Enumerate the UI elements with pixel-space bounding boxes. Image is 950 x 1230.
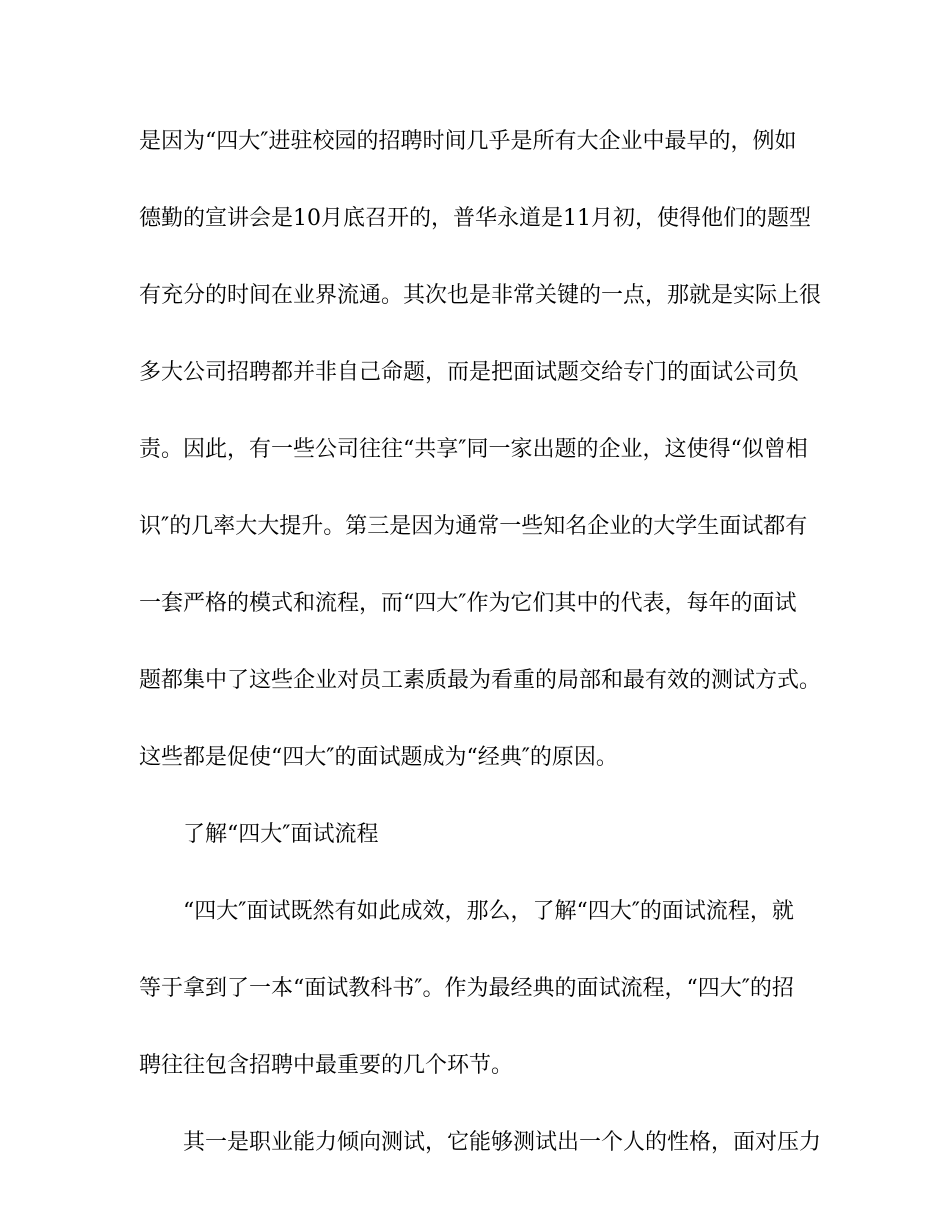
- text-line: 责。因此，有一些公司往往“共享″同一家出题的企业，这使得“似曾相: [139, 437, 808, 462]
- text-line: 其一是职业能力倾向测试，它能够测试出一个人的性格，面对压力: [183, 1130, 822, 1155]
- text-line: 等于拿到了一本“面试教科书″。作为最经典的面试流程，“四大″的招: [139, 976, 794, 1001]
- text-line: 题都集中了这些企业对员工素质最为看重的局部和最有效的测试方式。: [139, 668, 822, 693]
- text-line: 德勤的宣讲会是10月底召开的，普华永道是11月初，使得他们的题型: [139, 206, 811, 231]
- text-line: 识″的几率大大提升。第三是因为通常一些知名企业的大学生面试都有: [139, 514, 808, 539]
- text-line: 聘往往包含招聘中最重要的几个环节。: [139, 1053, 514, 1078]
- text-line: 一套严格的模式和流程，而“四大″作为它们其中的代表，每年的面试: [139, 591, 797, 616]
- text-line: 这些都是促使“四大″的面试题成为“经典″的原因。: [139, 745, 618, 770]
- text-line: “四大″面试既然有如此成效，那么，了解“四大″的面试流程，就: [183, 899, 794, 924]
- text-line: 多大公司招聘都并非自己命题，而是把面试题交给专门的面试公司负: [139, 360, 800, 385]
- text-line: 有充分的时间在业界流通。其次也是非常关键的一点，那就是实际上很: [139, 283, 822, 308]
- text-line: 是因为“四大″进驻校园的招聘时间几乎是所有大企业中最早的，例如: [139, 129, 797, 154]
- section-heading: 了解“四大″面试流程: [183, 822, 379, 847]
